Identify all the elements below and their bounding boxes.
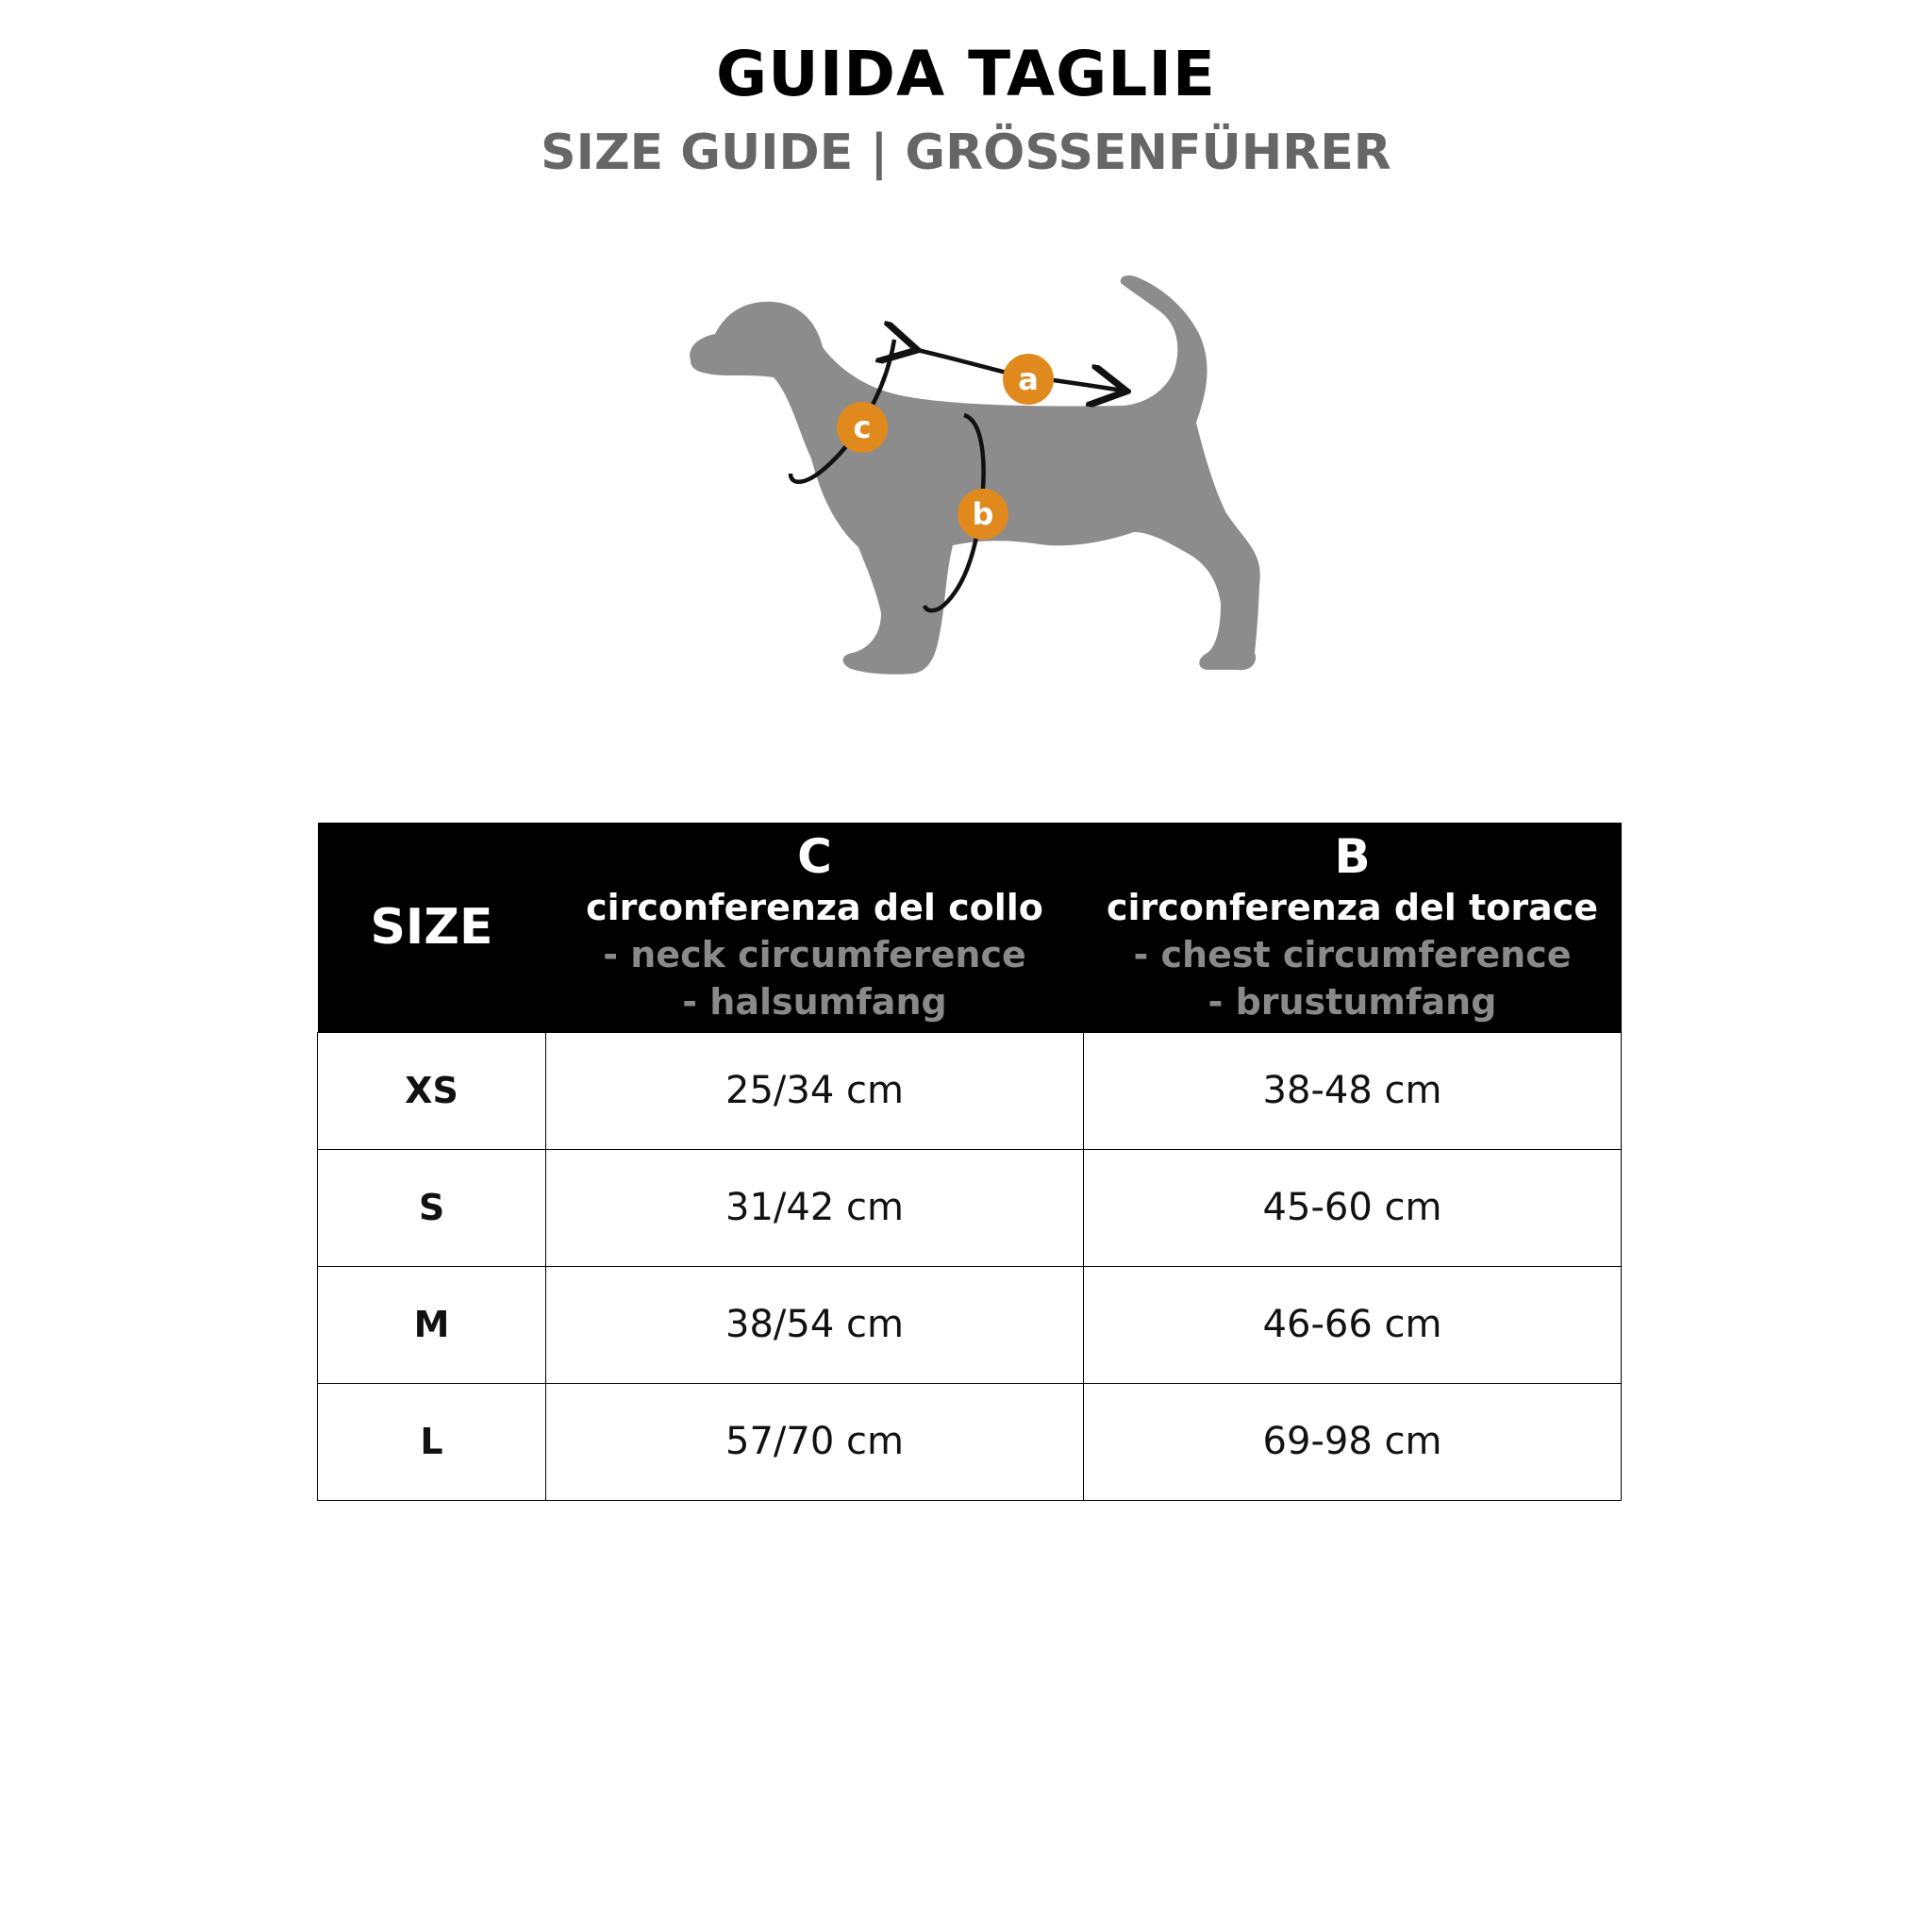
table-row [318, 1266, 1622, 1383]
page-subtitle: SIZE GUIDE | GRÖSSENFÜHRER [541, 125, 1391, 181]
chest-cell: 69-98 cm [1084, 1383, 1622, 1500]
size-cell: XS [318, 1032, 546, 1149]
table-header-row [318, 823, 1622, 1032]
neck-cell: 38/54 cm [546, 1266, 1084, 1383]
neck-cell: 31/42 cm [546, 1149, 1084, 1266]
marker-a [1003, 354, 1054, 405]
chest-cell: 45-60 cm [1084, 1149, 1622, 1266]
table-row [318, 1383, 1622, 1500]
svg-text:a: a [1018, 361, 1039, 397]
chest-column-label-en: - chest circumference [1133, 933, 1572, 975]
size-cell: L [318, 1383, 546, 1500]
chest-column-header [1084, 823, 1622, 1032]
neck-cell: 57/70 cm [546, 1383, 1084, 1500]
chest-cell: 46-66 cm [1084, 1266, 1622, 1383]
dog-silhouette [690, 275, 1260, 675]
page-title: GUIDA TAGLIE [715, 38, 1216, 110]
chest-column-label-it: circonferenza del torace [1106, 886, 1598, 928]
chest-cell: 38-48 cm [1084, 1032, 1622, 1149]
marker-c [837, 402, 888, 453]
size-cell: M [318, 1266, 546, 1383]
size-cell: S [318, 1149, 546, 1266]
marker-b [958, 489, 1008, 540]
neck-column-letter: C [797, 828, 832, 884]
table-row [318, 1032, 1622, 1149]
neck-column-label-en: - neck circumference [603, 933, 1026, 975]
dog-measurement-diagram [679, 274, 1264, 764]
neck-cell: 25/34 cm [546, 1032, 1084, 1149]
neck-column-label-de: - halsumfang [682, 980, 947, 1023]
chest-column-letter: B [1334, 828, 1371, 884]
chest-column-label-de: - brustumfang [1208, 980, 1497, 1023]
svg-text:c: c [853, 409, 872, 445]
svg-text:b: b [972, 496, 994, 532]
table-row [318, 1149, 1622, 1266]
size-table [317, 823, 1622, 1501]
neck-column-header [546, 823, 1084, 1032]
neck-column-label-it: circonferenza del collo [586, 886, 1043, 928]
size-column-header: SIZE [370, 898, 493, 956]
